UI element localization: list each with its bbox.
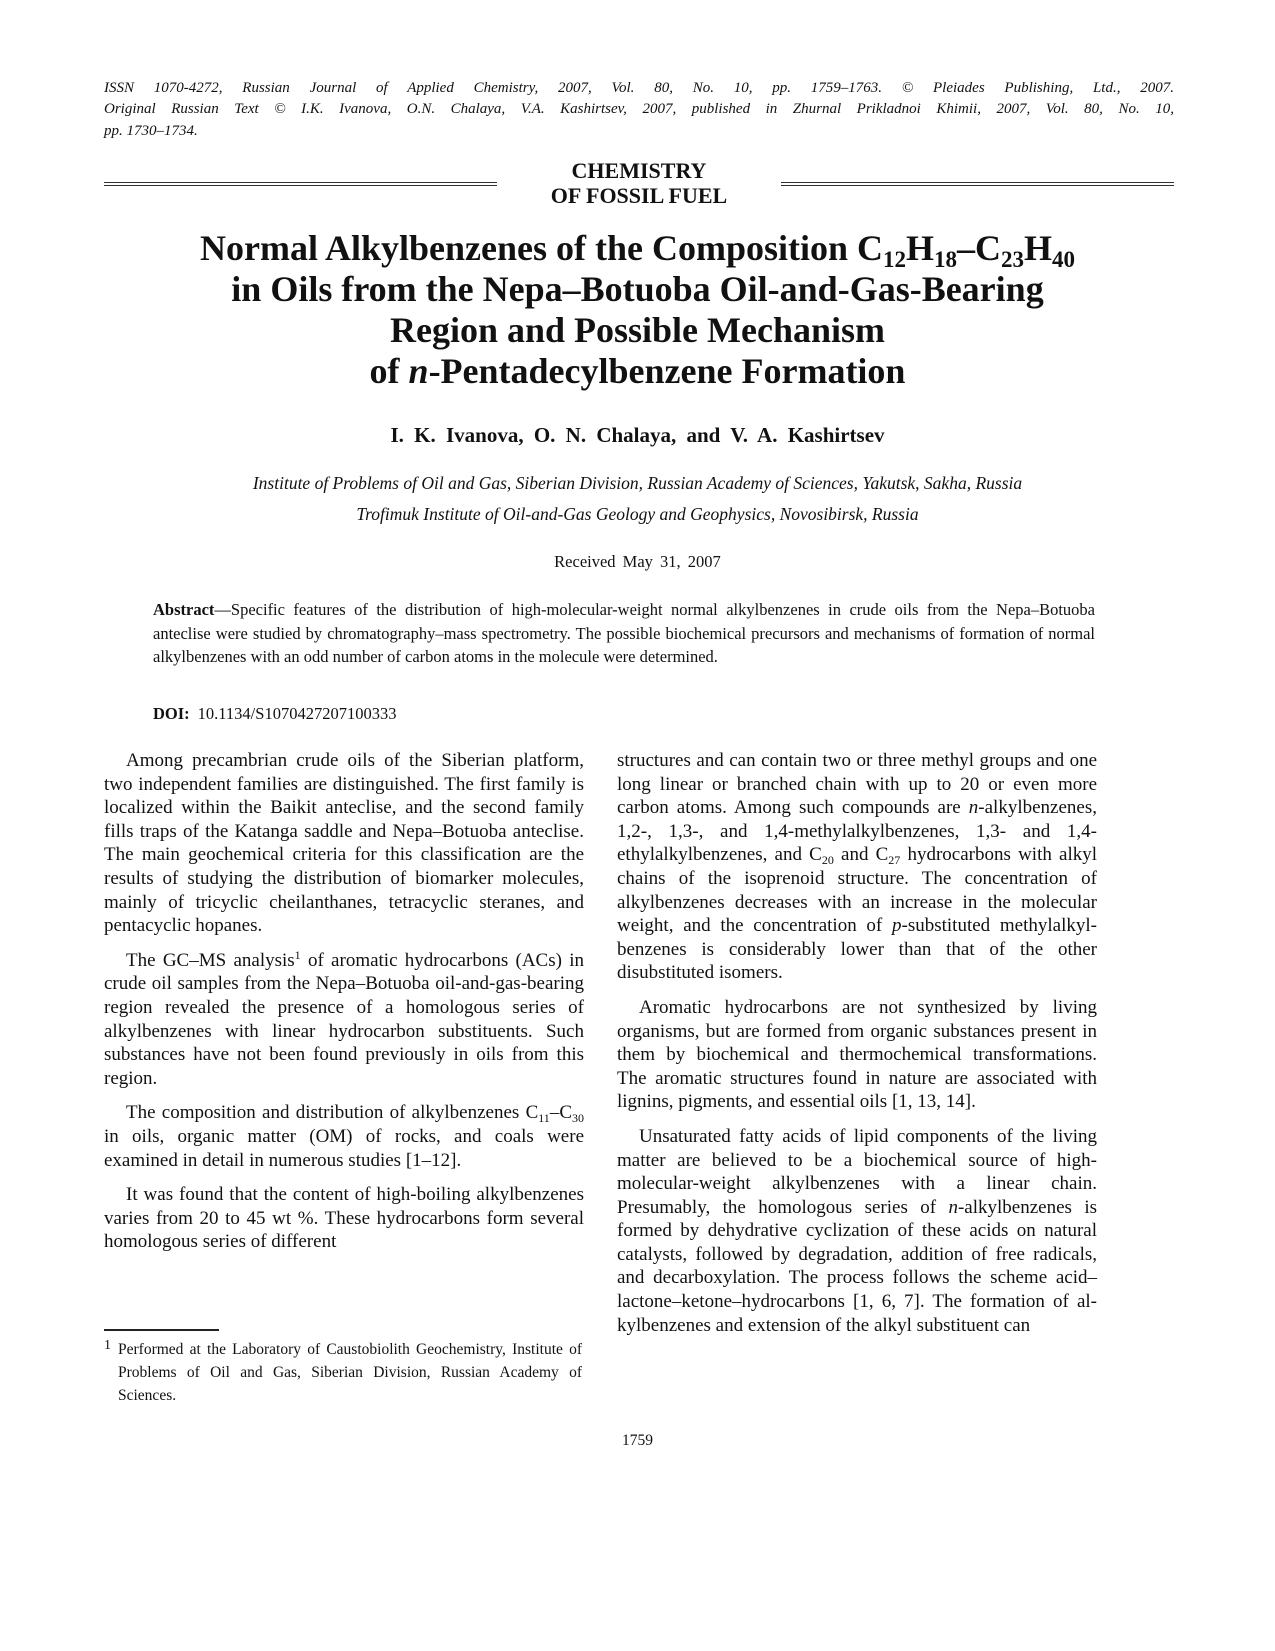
paragraph: The composition and distribution of alkylbenzenes $C_{11}-C_{30}$ in oils, organic matter (OM) of rocks, and coals were examined in detail in numerous studies [1–12]. (104, 1102, 584, 1171)
paragraph: Among precambrian crude oils of the Siberian platform, two independent families are distinguished. The first family is localized within the Baikit anteclise, and the second family fills traps of the Katanga saddle and Nepa–Botuoba anteclise. The main geochemical criteria for this classification are the results of studying the distribution of biomarker molecules, mainly of tricyclic cheilanthanes, tetracyclic steranes, and pentacyclic hopanes. (104, 750, 584, 937)
authors: I. K. Ivanova, O. N. Chalaya, and V. A. Kashirtsev (390, 423, 885, 447)
affiliation-2: Trofimuk Institute of Oil-and-Gas Geology and Geophysics, Novosibirsk, Russia (356, 504, 919, 524)
journal-header-line-2: Original Russian Text © I.K. Ivanova, O.N. Chalaya, V.A. Kashirtsev, 2007, published in Zhurnal Prikladnoi Khimii, 2007, Vol. 80, No. 10, (104, 101, 1174, 117)
paragraph: It was found that the content of high-boiling alkylbenzenes varies from 20 to 45 wt %. These hydrocarbons form several homologous series of different (104, 1184, 584, 1253)
title-line-1: Normal Alkylbenzenes of the Composition $C_{12}H_{18}-C_{23}H_{40}$ (199, 228, 1076, 272)
section-title (497, 158, 781, 208)
section-title-line-1: CHEMISTRY (571, 158, 707, 183)
paragraph: structures and can contain two or three methyl groups and one long linear or branched chain with up to 20 or even more carbon atoms. Among such compounds are n-alkylbenzenes, 1,2-, 1,3-, and 1,4-methylalkylbenzenes, 1,3- and 1,4-ethylalkylbenzenes, and $C_{20}$ and $C_{27}$ hydrocarbons with alkyl chains of the isoprenoid structure. The concentration of alkylbenzenes decreases with an increase in the molecular weight, and the concentration of p-substituted methylalkylbenzenes is considerably lower than that of the other disubstituted isomers. (617, 750, 1098, 984)
section-rule-right (781, 182, 1174, 186)
title-line-3: Region and Possible Mechanism (389, 310, 886, 350)
received-date: Received May 31, 2007 (554, 552, 721, 571)
journal-header-line-1: ISSN 1070-4272, Russian Journal of Applied Chemistry, 2007, Vol. 80, No. 10, pp. 1759–1763. © Pleiades Publishing, Ltd., 2007. (104, 80, 1174, 96)
footnote-ref[interactable]: 1 (294, 947, 301, 962)
footnote-divider (104, 1329, 219, 1331)
footnote (104, 1338, 582, 1407)
title-line-2: in Oils from the Nepa–Botuoba Oil-and-Gas-Bearing (231, 269, 1044, 309)
footnote-text: Performed at the Laboratory of Caustobiolith Geochemistry, Institute of Problems of Oil and Gas, Siberian Division, Russian Academy of Sciences. (118, 1341, 582, 1404)
abstract (153, 598, 1095, 669)
paragraph: Aromatic hydrocarbons are not synthesized by living organisms, but are formed from organic substances present in them by biochemical and thermochemical transformations. The aromatic structures found in nature are associated with lignins, pigments, and essential oils [1, 13, 14]. (617, 996, 1097, 1113)
title-line-4: of n-Pentadecylbenzene Formation (369, 351, 906, 391)
section-heading (104, 158, 1174, 208)
abstract-text: —Specific features of the distribution of high-molecular-weight normal alkylbenzenes in crude oils from the Nepa–Botuoba anteclise were studied by chromatography–mass spectrometry. The possible biochemical precursors and mechanisms of formation of normal alkylbenzenes with an odd number of carbon atoms in the molecule were determined. (153, 600, 1095, 666)
paragraph: The GC–MS analysis$^1$ of aromatic hydrocarbons (ACs) in crude oil samples from the Nepa–Botuoba oil-and-gas-bearing region revealed the presence of a homologous series of alkylbenzenes with linear hydrocarbon substituents. Such substances have not been found previously in oils from this region. (104, 947, 584, 1089)
abstract-label: Abstract (153, 600, 215, 619)
body-column-right (617, 749, 1097, 1348)
page-number: 1759 (622, 1432, 653, 1449)
journal-header-line-3: pp. 1730–1734. (104, 123, 198, 139)
footnote-mark: 1 (104, 1338, 111, 1353)
section-rule-left (104, 182, 497, 186)
doi (153, 704, 396, 724)
body-column-left (104, 749, 584, 1265)
section-title-line-2: OF FOSSIL FUEL (550, 183, 728, 208)
paragraph: Unsaturated fatty acids of lipid components of the living matter are believed to be a biochemical source of high-molecular-weight alkylbenzenes with a linear chain. Presumably, the homologous series of n-alkylbenzenes is formed by dehydrative cyclization of these acids on natural catalysts, followed by degradation, addition of free radicals, and decarboxylation. The process follows the scheme acid–lactone–ketone–hydrocarbons [1, 6, 7]. The formation of alkylbenzenes and extension of the alkyl substituent can (617, 1125, 1097, 1336)
article-title (60, 228, 1215, 392)
doi-value[interactable]: 10.1134/S1070427207100333 (197, 704, 397, 723)
affiliation-1: Institute of Problems of Oil and Gas, Siberian Division, Russian Academy of Sciences, Yakutsk, Sakha, Russia (252, 473, 1023, 493)
doi-label: DOI: (153, 704, 190, 723)
